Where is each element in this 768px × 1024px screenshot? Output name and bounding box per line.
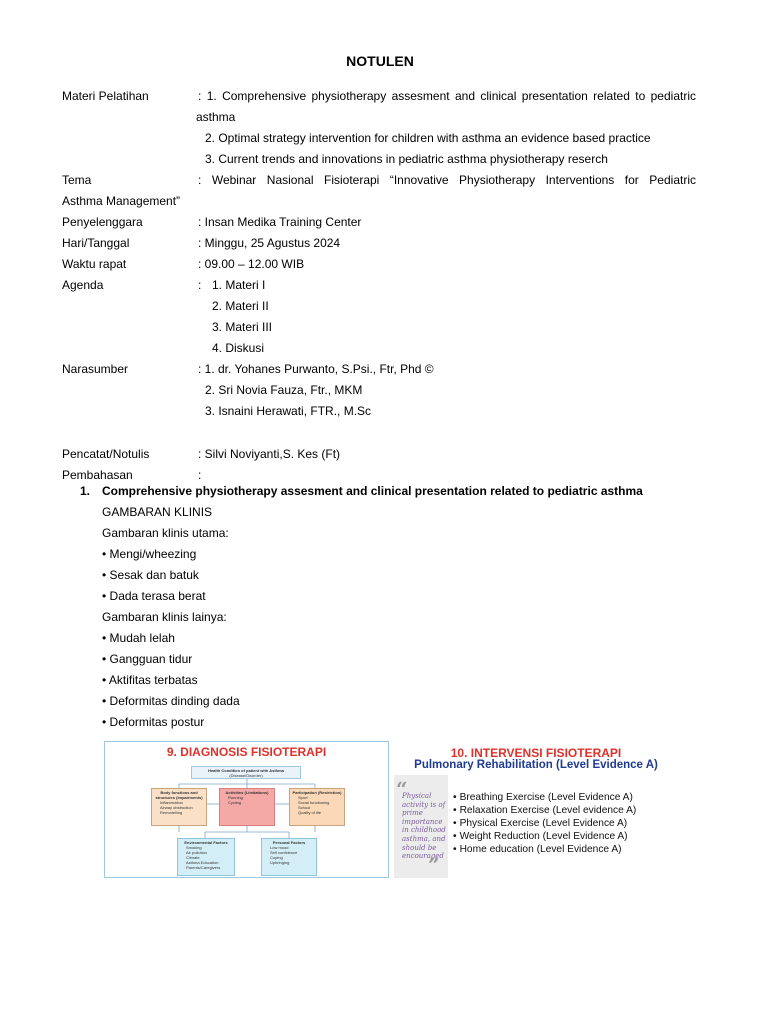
personal-factors-box: [261, 838, 317, 876]
waktu-value: : 09.00 – 12.00 WIB: [198, 257, 305, 271]
tema-value-cont: Asthma Management”: [62, 194, 181, 208]
intervention-figure: [394, 741, 678, 878]
list-item: • Mengi/wheezing: [102, 547, 197, 561]
section-number: 1.: [80, 484, 91, 498]
list-item: • Air pollution: [186, 850, 232, 855]
list-item: • Quality of life: [298, 810, 342, 815]
list-item: • Parents/Caregivers: [186, 865, 232, 870]
health-condition-box: [191, 766, 301, 779]
tema-label: Tema: [62, 173, 92, 187]
section-heading: Comprehensive physiotherapy assesment and clinical presentation related to pediatric asthma: [102, 484, 643, 498]
list-item: • Deformitas dinding dada: [102, 694, 240, 708]
pembahasan-label: Pembahasan: [62, 468, 133, 482]
tema-value: : Webinar Nasional Fisioterapi “Innovative Physiotherapy Interventions for Pediatric: [198, 173, 696, 187]
health-condition-subtitle: (Disease/Disorder): [229, 773, 263, 778]
tanggal-label: Hari/Tanggal: [62, 236, 130, 250]
pencatat-label: Pencatat/Notulis: [62, 447, 150, 461]
health-condition-title: Health Condition of patient with Asthma: [208, 768, 284, 773]
agenda-item-4: 4. Diskusi: [212, 341, 265, 355]
list-item: • Mudah lelah: [102, 631, 175, 645]
body-functions-title: Body functions and structures (Impairments): [155, 790, 203, 800]
quote-close-icon: ”: [428, 853, 440, 877]
agenda-item-2: 2. Materi II: [212, 299, 269, 313]
list-item: • School: [298, 805, 342, 810]
environmental-factors-title: Environmental Factors: [184, 840, 228, 845]
section-subheading: GAMBARAN KLINIS: [102, 505, 213, 519]
quote-text: Physical activity is of prime importance in childhood asthma, and should be encouraged: [402, 792, 446, 861]
agenda-item-3: 3. Materi III: [212, 320, 273, 334]
personal-factors-title: Personal Factors: [272, 840, 306, 845]
list-item: • Gangguan tidur: [102, 652, 193, 666]
list-item: • Home education (Level Evidence A): [453, 843, 636, 856]
list-item: • Cycling: [228, 800, 272, 805]
list-item: • Physical Exercise (Level Evidence A): [453, 817, 636, 830]
list-item: • Upbringing: [270, 860, 314, 865]
environmental-factors-box: [177, 838, 235, 876]
tanggal-value: : Minggu, 25 Agustus 2024: [198, 236, 341, 250]
diagnosis-figure: [104, 741, 389, 878]
list-item: • Sport: [298, 795, 342, 800]
intervention-figure-subtitle: Pulmonary Rehabilitation (Level Evidence A): [414, 759, 658, 771]
materi-label: Materi Pelatihan: [62, 89, 149, 103]
quote-open-icon: “: [396, 777, 408, 801]
body-functions-box: [151, 788, 207, 826]
list-item: • Sesak dan batuk: [102, 568, 199, 582]
list-item: • Remodelling: [160, 810, 204, 815]
page-title: NOTULEN: [346, 53, 414, 69]
narasumber-item-3: 3. Isnaini Herawati, FTR., M.Sc: [205, 404, 372, 418]
list-item: • Weight Reduction (Level Evidence A): [453, 830, 636, 843]
participation-title: Participation (Restriction): [292, 790, 342, 795]
list-item: • Aktifitas terbatas: [102, 673, 198, 687]
participation-box: [289, 788, 345, 826]
list-item: • Deformitas postur: [102, 715, 205, 729]
agenda-label: Agenda: [62, 278, 104, 292]
diagnosis-figure-title: 9. DIAGNOSIS FISIOTERAPI: [166, 745, 327, 759]
materi-item-1-cont: asthma: [196, 110, 236, 124]
intervention-list: [453, 791, 636, 856]
quote-panel: [394, 775, 448, 878]
penyelenggara-label: Penyelenggara: [62, 215, 143, 229]
activities-box: [219, 788, 275, 826]
materi-item-1: : 1. Comprehensive physiotherapy assesment and clinical presentation related to pediatric: [198, 89, 696, 103]
list-item: • Self confidence: [270, 850, 314, 855]
list-item: • Running: [228, 795, 272, 800]
penyelenggara-value: : Insan Medika Training Center: [198, 215, 362, 229]
list-item: • Smoking: [186, 845, 232, 850]
materi-item-3: 3. Current trends and innovations in pediatric asthma physiotherapy reserch: [205, 152, 608, 166]
list-item: • Low mood: [270, 845, 314, 850]
activities-title: Activities (Limitations): [225, 790, 269, 795]
list-item: • Coping: [270, 855, 314, 860]
list-item: • Climate: [186, 855, 232, 860]
list-item: • Relaxation Exercise (Level evidence A): [453, 804, 636, 817]
lainya-label: Gambaran klinis lainya:: [102, 610, 227, 624]
pembahasan-colon: :: [198, 468, 202, 482]
waktu-label: Waktu rapat: [62, 257, 127, 271]
narasumber-label: Narasumber: [62, 362, 129, 376]
agenda-colon: :: [198, 278, 202, 292]
narasumber-item-2: 2. Sri Novia Fauza, Ftr., MKM: [205, 383, 363, 397]
list-item: • Breathing Exercise (Level Evidence A): [453, 791, 636, 804]
list-item: • Dada terasa berat: [102, 589, 206, 603]
pencatat-value: : Silvi Noviyanti,S. Kes (Ft): [198, 447, 341, 461]
materi-item-2: 2. Optimal strategy intervention for children with asthma an evidence based practice: [205, 131, 651, 145]
list-item: • Inflammation: [160, 800, 204, 805]
intervention-figure-title: 10. INTERVENSI FISIOTERAPI: [450, 746, 622, 760]
list-item: • Asthma Education: [186, 860, 232, 865]
list-item: • Social functioning: [298, 800, 342, 805]
utama-label: Gambaran klinis utama:: [102, 526, 229, 540]
agenda-item-1: 1. Materi I: [212, 278, 266, 292]
narasumber-item-1: : 1. dr. Yohanes Purwanto, S.Psi., Ftr, Phd ©: [198, 362, 434, 376]
list-item: • Airway obstruction: [160, 805, 204, 810]
